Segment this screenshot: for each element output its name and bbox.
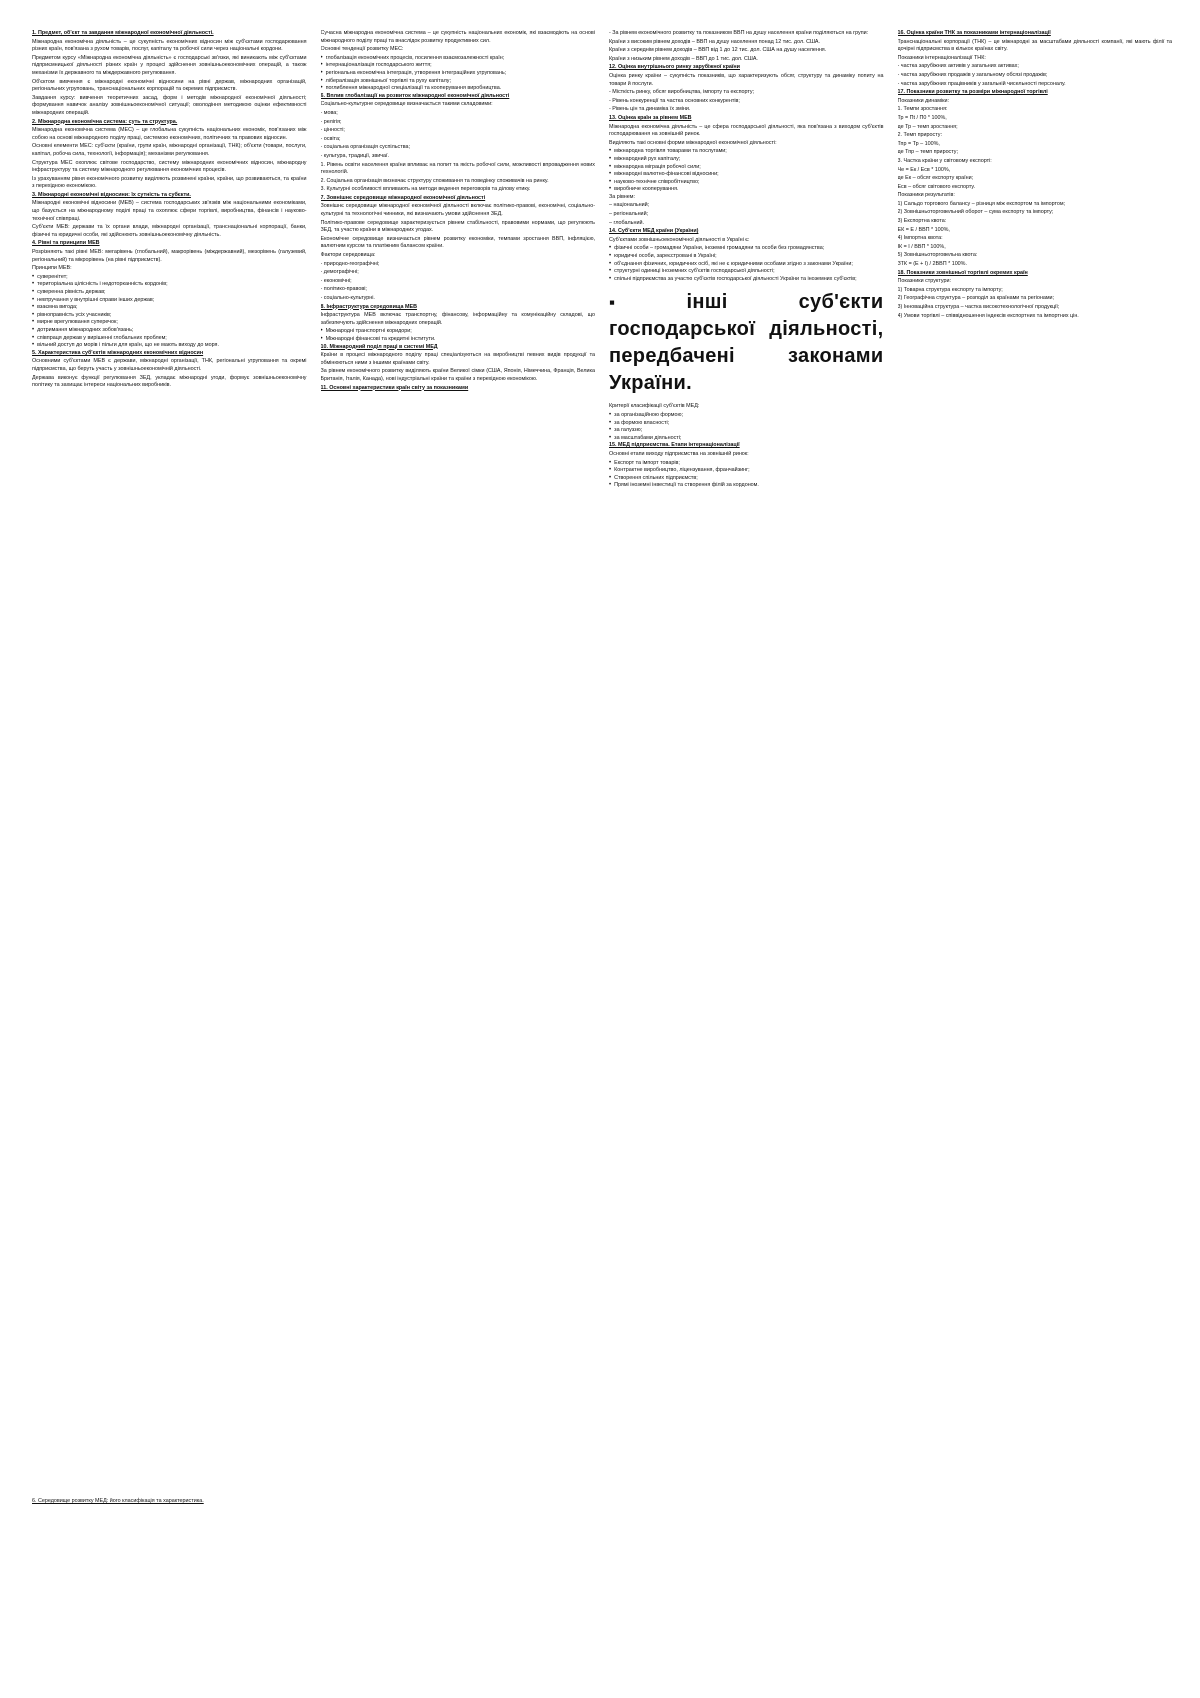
paragraph: 1) Сальдо торгового балансу – різниця між експортом та імпортом; xyxy=(897,200,1066,207)
paragraph: Країни з середнім рівнем доходів – ВВП від 1 до 12 тис. дол. США на душу населення. xyxy=(609,47,827,54)
paragraph: Тпр = Тр – 100%, xyxy=(897,140,940,147)
bullet-dot-icon: • xyxy=(320,85,323,92)
paragraph: 1) Товарна структура експорту та імпорту; xyxy=(897,286,1003,293)
text-column-3-bottom xyxy=(609,403,884,490)
bullet-text: невтручання у внутрішні справи інших держав; xyxy=(37,296,155,303)
paragraph: 1. Рівень освіти населення країни впливає на попит та якість робочої сили, можливості впровадження нових технологій. xyxy=(320,161,595,176)
bullet-text: за галуззю; xyxy=(614,427,643,434)
section-heading: 10. Міжнародний поділ праці в системі МЕД xyxy=(320,343,438,350)
paragraph: Основні етапи виходу підприємства на зовнішній ринок: xyxy=(609,450,749,457)
bullet-item xyxy=(609,268,884,276)
paragraph: - Місткість ринку, обсяг виробництва, імпорту та експорту; xyxy=(609,89,755,96)
bullet-text: поглиблення міжнародної спеціалізації та кооперування виробництва. xyxy=(325,85,502,92)
section-heading: 4. Рівні та принципи МЕВ xyxy=(32,240,100,247)
bullet-dot-icon: • xyxy=(609,178,612,185)
paragraph: Показники структури: xyxy=(897,278,952,285)
paragraph: Країни в процесі міжнародного поділу праці спеціалізуються на виробництві певних видів продукції та обмінюються ними з іншими країнами світу. xyxy=(320,352,595,366)
bullet-item xyxy=(321,85,596,93)
paragraph: Сучасна міжнародна економічна система – це сукупність національних економік, які взаємодіють на основі міжнародного поділу праці та внаслідок розвитку продуктивних сил. xyxy=(320,30,595,44)
bullet-dot-icon: • xyxy=(609,459,612,466)
bullet-item xyxy=(321,336,596,344)
paragraph: Інфраструктура МЕВ включає транспортну, фінансову, інформаційну та комунікаційну складові, що забезпечують здійснення міжнародних операцій. xyxy=(320,312,595,326)
paragraph: 3) Експортна квота: xyxy=(897,218,947,225)
bullet-dot-icon: • xyxy=(609,253,612,260)
bullet-item xyxy=(32,319,307,327)
bullet-dot-icon: • xyxy=(609,163,612,170)
bullet-text: співпраця держав у вирішенні глобальних проблем; xyxy=(37,334,167,341)
bullet-dot-icon: • xyxy=(320,328,323,335)
bullet-text: рівноправність усіх учасників; xyxy=(37,311,112,318)
bullet-item xyxy=(609,179,884,187)
paragraph: 3. Частка країни у світовому експорті: xyxy=(897,157,992,164)
bullet-text: інтернаціоналізація господарського життя; xyxy=(325,62,432,69)
bullet-item xyxy=(609,156,884,164)
paragraph: де Ек – обсяг експорту країни; xyxy=(897,175,974,182)
text-column-3 xyxy=(609,30,884,1678)
bullet-dot-icon: • xyxy=(609,434,612,441)
paragraph: 3. Культурні особливості впливають на методи ведення переговорів та ділову етику. xyxy=(320,186,531,193)
bullet-item xyxy=(609,164,884,172)
section-heading: 8. Інфраструктура середовища МЕВ xyxy=(320,303,418,310)
bullet-dot-icon: • xyxy=(609,427,612,434)
paragraph: Міжнародна економічна система (МЕС) – це глобальна сукупність національних економік, пов'язаних між собою на основі міжнародного поділу праці, системою економічних, політичних та правових відносин. xyxy=(32,127,307,141)
bullet-item xyxy=(609,253,884,261)
paragraph: Структура МЕС охоплює світове господарство, систему міжнародних економічних відносин, міжнародну інфраструктуру та систему міжнародного регулювання економічних процесів. xyxy=(32,159,307,174)
section-heading: 2. Міжнародна економічна система: суть та структура. xyxy=(32,118,178,125)
paragraph: - мова; xyxy=(320,109,338,116)
section-heading: 15. МЕД підприємства. Етапи інтернаціоналізації xyxy=(609,442,740,449)
bullet-item xyxy=(32,304,307,312)
paragraph: Предметом курсу «Міжнародна економічна діяльність» є господарські зв'язки, які виникають між суб'єктами підприємницької діяльності різних країн у процесі здійснення зовнішньоекономічних операцій, а також механізми їх державного та міждержавного регулювання. xyxy=(32,54,307,76)
paragraph: - цінності; xyxy=(320,127,345,134)
section-heading: 6. Вплив глобалізації на розвиток міжнародної економічної діяльності xyxy=(320,92,510,99)
paragraph: Виділяють такі основні форми міжнародної економічної діяльності: xyxy=(609,139,777,146)
bullet-item xyxy=(32,281,307,289)
bullet-dot-icon: • xyxy=(609,148,612,155)
bullet-dot-icon: • xyxy=(32,326,35,333)
bullet-dot-icon: • xyxy=(609,474,612,481)
bullet-dot-icon: • xyxy=(32,296,35,303)
bullet-text: об'єднання фізичних, юридичних осіб, які не є юридичними особами згідно з законами України; xyxy=(614,260,853,267)
section-heading: 14. Суб'єкти МЕД країни (України) xyxy=(609,228,699,235)
paragraph: 2. Соціальна організація визначає структуру споживання та поведінку споживачів на ринку. xyxy=(320,177,549,184)
square-bullet-icon: ▪ xyxy=(609,293,681,313)
bullet-item xyxy=(321,62,596,70)
paragraph: За рівнем економічного розвитку виділяють країни Великої сімки (США, Японія, Німеччина, Франція, Велика Британія, Італія, Канада), нові індустріальні країни та країни з перехідною економікою. xyxy=(320,368,595,382)
paragraph: Принципи МЕВ: xyxy=(32,265,72,272)
bullet-dot-icon: • xyxy=(320,69,323,76)
bullet-dot-icon: • xyxy=(609,268,612,275)
bullet-text: Міжнародні фінансові та кредитні інститути. xyxy=(325,335,436,342)
bullet-text: вільний доступ до морів і пільги для країн, що не мають виходу до моря. xyxy=(37,342,219,349)
paragraph: – глобальний. xyxy=(609,219,644,226)
bullet-item xyxy=(609,482,884,490)
section-heading: 12. Оцінка внутрішнього ринку зарубіжної країни xyxy=(609,64,740,71)
paragraph: Че = Ек / Есв * 100%, xyxy=(897,166,951,173)
bullet-text: суверенна рівність держав; xyxy=(37,289,106,295)
bullet-dot-icon: • xyxy=(609,467,612,474)
bullet-item xyxy=(609,420,884,428)
paragraph: Критерії класифікації суб'єктів МЕД: xyxy=(609,403,700,410)
section-heading: 11. Основні характеристики країн світу за показниками xyxy=(320,384,469,391)
bullet-item xyxy=(32,312,307,320)
bullet-item xyxy=(609,435,884,443)
paragraph: ЗТК = (Е + І) / 2ВВП * 100%. xyxy=(897,261,967,268)
paragraph: - частка зарубіжних працівників у загальній чисельності персоналу. xyxy=(897,80,1066,87)
bullet-dot-icon: • xyxy=(609,186,612,193)
paragraph: Показники динаміки: xyxy=(897,97,950,104)
bullet-dot-icon: • xyxy=(32,334,35,341)
section-heading: 7. Зовнішнє середовище міжнародної економічної діяльності xyxy=(320,194,486,201)
paragraph: - частка зарубіжних продажів у загальному обсязі продажів; xyxy=(897,71,1048,78)
paragraph: Держава виконує функції регулювання ЗЕД, укладає міжнародні угоди, формує зовнішньоекономічну політику та захищає інтереси національних виробників. xyxy=(32,374,307,389)
paragraph: - частка зарубіжних активів у загальних активах; xyxy=(897,63,1019,70)
paragraph: де Тр – темп зростання; xyxy=(897,123,958,130)
section-heading: 1. Предмет, об'єкт та завдання міжнародної економічної діяльності. xyxy=(32,30,214,36)
bullet-item xyxy=(609,245,884,253)
paragraph: Міжнародна економічна діяльність – це сукупність економічних відносин між суб'єктами господарювання різних країн, пов'язана з рухом товарів, послуг, капіталу та робочої сили через національні кордони. xyxy=(32,38,307,53)
bullet-text: Експорт та імпорт товарів; xyxy=(614,459,680,466)
paragraph: - культура, традиції, звичаї. xyxy=(320,152,390,159)
paragraph: Оцінка ринку країни – сукупність показників, що характеризують обсяг, структуру та динаміку попиту на товари й послуги. xyxy=(609,72,884,87)
paragraph: Тр = Пt / П0 * 100%, xyxy=(897,114,947,121)
bullet-text: лібералізація зовнішньої торгівлі та руху капіталу; xyxy=(325,77,451,84)
paragraph: За рівнем: xyxy=(609,193,635,200)
paragraph: Суб'єкти МЕВ: держави та їх органи влади, міжнародні організації, транснаціональні корпорації, банки, фізичні та юридичні особи, які здійснюють зовнішньоекономічну діяльність. xyxy=(32,224,307,238)
bullet-text: дотримання міжнародних зобов'язань; xyxy=(37,326,134,333)
paragraph: 1. Темпи зростання: xyxy=(897,106,948,113)
paragraph: Суб'єктами зовнішньоекономічної діяльності в Україні є: xyxy=(609,236,750,243)
paragraph: 4) Умови торгівлі – співвідношення індексів експортних та імпортних цін. xyxy=(897,312,1079,319)
bullet-dot-icon: • xyxy=(320,62,323,69)
bullet-text: фізичні особи – громадяни України, іноземні громадяни та особи без громадянства; xyxy=(614,245,825,252)
paragraph: - релігія; xyxy=(320,118,342,125)
bullet-text: регіональна економічна інтеграція, утворення інтеграційних угруповань; xyxy=(325,69,507,76)
bullet-text: за формою власності; xyxy=(614,419,670,426)
paragraph: Фактори середовища: xyxy=(320,252,376,259)
paragraph: – регіональний; xyxy=(609,211,649,218)
bullet-dot-icon: • xyxy=(609,155,612,162)
bullet-text: Контрактне виробництво, ліцензування, франчайзинг; xyxy=(614,467,750,474)
paragraph: - За рівнем економічного розвитку та показником ВВП на душу населення країни поділяються на групи: xyxy=(609,30,869,36)
bullet-text: за організаційною формою; xyxy=(614,412,684,418)
paragraph: 5) Зовнішньоторговельна квота: xyxy=(897,252,978,259)
bullet-dot-icon: • xyxy=(320,77,323,84)
bullet-item xyxy=(321,328,596,336)
paragraph: Розрізняють такі рівні МЕВ: мегарівень (глобальний), макрорівень (міждержавний), мезорівень (галузевий, регіональний) та мікрорівень (на рівні підприємств). xyxy=(32,249,307,263)
bullet-item xyxy=(609,171,884,179)
paragraph: ЕК = Е / ВВП * 100%, xyxy=(897,226,950,233)
bullet-text: міжнародна торгівля товарами та послугами; xyxy=(614,148,727,155)
paragraph: - Рівень цін та динаміка їх зміни. xyxy=(609,106,691,113)
paragraph: Економічне середовище визначається рівнем розвитку економіки, темпами зростання ВВП, інфляцією, валютним курсом та платіжним балансом країни. xyxy=(320,235,595,250)
bullet-item xyxy=(32,289,307,297)
paragraph: Основні тенденції розвитку МЕС: xyxy=(320,46,404,53)
bullet-text: Прямі іноземні інвестиції та створення філій за кордоном. xyxy=(614,482,759,489)
paragraph: - освіта; xyxy=(320,135,341,142)
bullet-text: міжнародний рух капіталу; xyxy=(614,155,681,162)
paragraph: - природно-географічні; xyxy=(320,260,380,267)
bullet-item xyxy=(609,467,884,475)
bullet-dot-icon: • xyxy=(609,482,612,489)
paragraph: - демографічні; xyxy=(320,269,359,276)
bullet-text: мирне врегулювання суперечок; xyxy=(37,319,118,326)
bullet-dot-icon: • xyxy=(320,54,323,61)
bullet-text: юридичні особи, зареєстровані в Україні; xyxy=(614,253,717,260)
section-heading: 13. Оцінка країн за рівнем МЕВ xyxy=(609,114,692,121)
text-column-3-top xyxy=(609,30,884,283)
bullet-text: взаємна вигода; xyxy=(37,304,78,311)
paragraph: Країни з низьким рівнем доходів – ВВП до 1 тис. дол. США. xyxy=(609,55,758,62)
bullet-dot-icon: • xyxy=(609,275,612,282)
section-heading: 5. Характеристика суб'єктів міжнародних економічних відносин xyxy=(32,349,204,356)
bullet-item xyxy=(609,261,884,269)
paragraph: Завдання курсу: вивчення теоретичних засад, форм і методів міжнародної економічної діяльності; формування навичок аналізу зовнішньоекономічної ситуації; оволодіння методикою оцінки ефективності міжнародних операцій. xyxy=(32,94,307,116)
bullet-dot-icon: • xyxy=(320,335,323,342)
paragraph: Основними суб'єктами МЕВ є держави, міжнародні організації, ТНК, регіональні угруповання та окремі підприємства, що беруть участь у зовнішньоекономічній діяльності. xyxy=(32,358,307,372)
bullet-text: структурні одиниці іноземних суб'єктів господарської діяльності; xyxy=(614,268,775,275)
bullet-item xyxy=(609,427,884,435)
large-heading xyxy=(609,289,884,397)
bullet-item xyxy=(321,70,596,78)
bullet-text: територіальна цілісність і недоторканність кордонів; xyxy=(37,281,168,288)
paragraph: Політико-правове середовище характеризується рівнем стабільності, правовими нормами, що регулюють ЗЕД, та участю країни в міжнародних угодах. xyxy=(320,219,595,234)
bullet-dot-icon: • xyxy=(32,311,35,318)
bullet-item xyxy=(321,78,596,86)
section-heading: 18. Показники зовнішньої торгівлі окремих країн xyxy=(897,269,1028,276)
text-column-4 xyxy=(898,30,1173,1678)
bullet-text: науково-технічне співробітництво; xyxy=(614,178,700,185)
bullet-dot-icon: • xyxy=(32,273,35,280)
paragraph: Соціально-культурне середовище визначається такими складовими: xyxy=(320,101,493,108)
paragraph: - політико-правові; xyxy=(320,286,367,293)
bullet-dot-icon: • xyxy=(32,319,35,326)
paragraph: ІК = І / ВВП * 100%, xyxy=(897,243,946,250)
bullet-dot-icon: • xyxy=(609,419,612,426)
paragraph: - Рівень конкуренції та частка основних конкурентів; xyxy=(609,97,740,104)
paragraph: 2) Зовнішньоторговельний оборот – сума експорту та імпорту; xyxy=(897,209,1054,216)
paragraph: 2. Темп приросту: xyxy=(897,132,942,139)
section-heading: 16. Оцінка країни ТНК за показниками інтернаціоналізації xyxy=(897,30,1051,36)
footer-section-heading: 6. Середовище розвитку МЕД: його класифікація та характеристика. xyxy=(32,1498,204,1505)
paragraph: Показники результатів: xyxy=(897,192,955,199)
bullet-dot-icon: • xyxy=(32,289,35,295)
bullet-item xyxy=(609,186,884,194)
paragraph: 4) Імпортна квота: xyxy=(897,235,943,242)
bullet-text: суверенітет; xyxy=(37,273,68,280)
bullet-item xyxy=(32,297,307,305)
bullet-text: Міжнародні транспортні коридори; xyxy=(325,328,412,335)
bullet-text: міжнародна міграція робочої сили; xyxy=(614,163,701,170)
paragraph: Із урахуванням рівня економічного розвитку виділяють розвинені країни, країни, що розвиваються, та країни з перехідною економікою. xyxy=(32,175,307,190)
section-heading: 17. Показники розвитку та розміри міжнародної торгівлі xyxy=(897,89,1048,96)
paragraph: - економічні; xyxy=(320,277,352,284)
bullet-dot-icon: • xyxy=(32,281,35,288)
paragraph: Країни з високим рівнем доходів – ВВП на душу населення понад 12 тис. дол. США. xyxy=(609,38,821,45)
paragraph: Міжнародна економічна діяльність – це сфера господарської діяльності, яка пов'язана з виходом суб'єктів господарювання на зовнішній ринок. xyxy=(609,123,884,138)
paragraph: Есв – обсяг світового експорту. xyxy=(897,183,976,190)
bullet-item xyxy=(321,55,596,63)
bullet-item xyxy=(609,276,884,284)
bullet-dot-icon: • xyxy=(609,412,612,418)
bullet-text: міжнародні валютно-фінансові відносини; xyxy=(614,171,719,178)
paragraph: Показники інтернаціоналізації ТНК: xyxy=(897,54,986,61)
bullet-text: виробниче кооперування. xyxy=(614,186,679,193)
paragraph: Основні елементи МЕС: суб'єкти (країни, групи країн, міжнародні організації, ТНК); об'єкти (товари, послуги, капітал, робоча сила, технології, інформація); механізми регулювання. xyxy=(32,143,307,157)
bullet-dot-icon: • xyxy=(32,342,35,349)
bullet-text: глобалізація економічних процесів, посилення взаємозалежності країн; xyxy=(325,54,505,61)
text-column-1 xyxy=(32,30,307,1678)
paragraph: Міжнародні економічні відносини (МЕВ) – система господарських зв'язків між національними економіками, що базується на міжнародному поділі праці та охоплює сфери торгівлі, виробництва, фінансів і науково-технічної співпраці. xyxy=(32,200,307,222)
paragraph: де Тпр – темп приросту; xyxy=(897,149,958,156)
bullet-dot-icon: • xyxy=(609,245,612,252)
paragraph: Транснаціональні корпорації (ТНК) – це міжнародні за масштабами діяльності компанії, які мають філії та дочірні підприємства в кількох країнах світу. xyxy=(897,38,1172,53)
bullet-dot-icon: • xyxy=(609,171,612,178)
paragraph: Зовнішнє середовище міжнародної економічної діяльності включає політико-правові, економічні, соціально-культурні та технологічні чинники, які визначають умови здійснення ЗЕД. xyxy=(320,203,595,218)
bullet-text: спільні підприємства за участю суб'єктів господарської діяльності України та іноземних суб'єктів; xyxy=(614,275,857,282)
text-column-2 xyxy=(321,30,596,1678)
bullet-item xyxy=(32,327,307,335)
paragraph: - соціальна організація суспільства; xyxy=(320,144,411,151)
paragraph: 2) Географічна структура – розподіл за країнами та регіонами; xyxy=(897,295,1055,302)
bullet-item xyxy=(32,342,307,350)
bullet-text: за масштабами діяльності; xyxy=(614,434,682,441)
paragraph: - соціально-культурні. xyxy=(320,295,375,301)
bullet-item xyxy=(609,412,884,420)
bullet-item xyxy=(609,148,884,156)
bullet-item xyxy=(32,274,307,282)
large-heading-text: інші суб'єкти господарської діяльності, передбачені законами України. xyxy=(609,291,884,395)
bullet-text: Створення спільних підприємств; xyxy=(614,474,698,481)
paragraph: Об'єктом вивчення є міжнародні економічні відносини на рівні держав, міжнародних організацій, регіональних угруповань, транснаціональних корпорацій та окремих підприємств. xyxy=(32,78,307,93)
bullet-dot-icon: • xyxy=(609,260,612,267)
section-heading: 3. Міжнародні економічні відносини: їх сутність та субєкти. xyxy=(32,191,191,198)
paragraph: 3) Інноваційна структура – частка високотехнологічної продукції; xyxy=(897,304,1060,310)
bullet-dot-icon: • xyxy=(32,304,35,311)
paragraph: – національний; xyxy=(609,202,650,209)
